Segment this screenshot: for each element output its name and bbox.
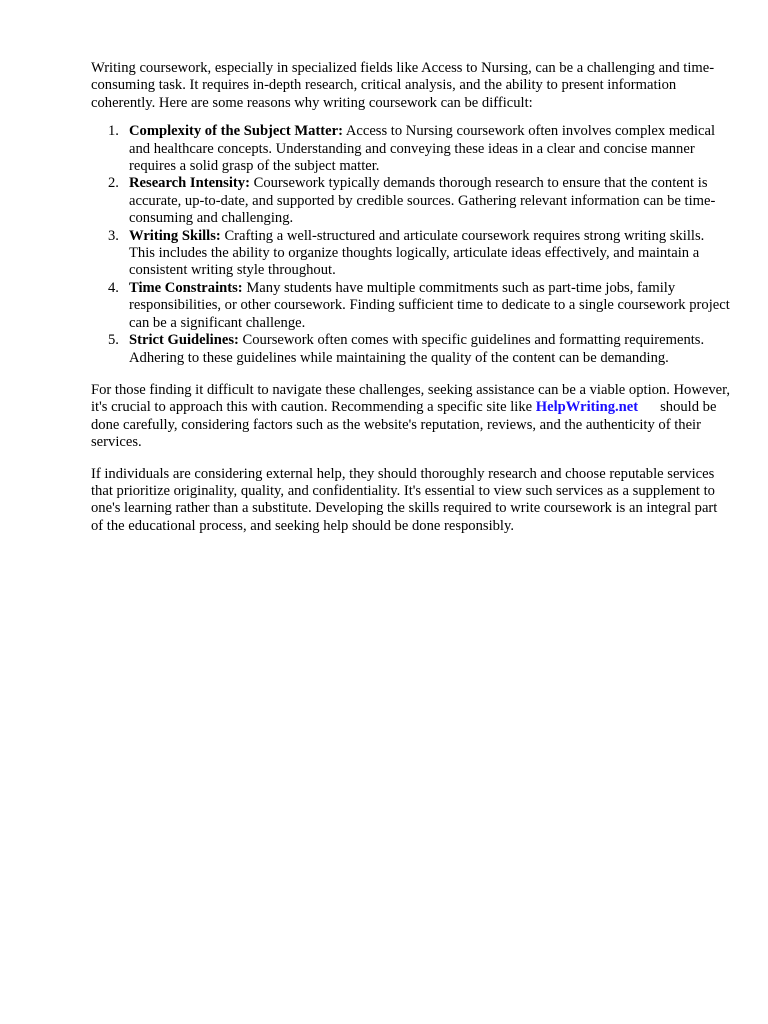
list-text: Access to Nursing coursework often involves complex medical and healthcare concepts. Understanding and conveying these ideas in a clear and concise manner requires a solid grasp of the subject matter. xyxy=(129,123,716,175)
list-text: Coursework often comes with specific guidelines and formatting requirements. Adhering to these guidelines while maintaining the quality of the content can be demanding. xyxy=(129,332,705,366)
list-term: Strict Guidelines: xyxy=(129,332,239,349)
list-item-guidelines xyxy=(91,332,731,367)
assistance-text-after: should be done carefully, considering factors such as the website's reputation, reviews, and the authenticity of their services. xyxy=(91,399,717,451)
assistance-paragraph xyxy=(91,382,731,452)
list-term: Complexity of the Subject Matter: xyxy=(129,123,343,140)
list-term: Time Constraints: xyxy=(129,279,243,296)
intro-paragraph: Writing coursework, especially in specialized fields like Access to Nursing, can be a challenging and time-consuming task. It requires in-depth research, critical analysis, and the ability to present information coherently. Here are some reasons why writing coursework can be difficult: xyxy=(91,60,715,111)
list-text: Many students have multiple commitments such as part-time jobs, family responsibilities, or other coursework. Finding sufficient time to dedicate to a single coursework project can be a significant challenge. xyxy=(129,279,730,331)
assistance-text-before: For those finding it difficult to navigate these challenges, seeking assistance can be a viable option. However, it's crucial to approach this with caution. Recommending a specific site like xyxy=(91,381,731,416)
helpwriting-link[interactable]: HelpWriting.net xyxy=(535,399,639,416)
document-page xyxy=(91,60,731,535)
list-item-writing-skills xyxy=(91,228,731,280)
list-number: 2. xyxy=(108,175,119,192)
reasons-list xyxy=(91,123,731,367)
list-item-complexity xyxy=(91,123,731,175)
list-item-research xyxy=(91,175,731,227)
list-term: Research Intensity: xyxy=(129,175,250,192)
list-item-time-constraints xyxy=(91,280,731,332)
list-number: 1. xyxy=(108,123,119,140)
list-number: 5. xyxy=(108,332,119,349)
list-text: Crafting a well-structured and articulate coursework requires strong writing skills. This includes the ability to organize thoughts logically, articulate ideas effectively, and maintain a consistent writing style throughout. xyxy=(129,227,705,279)
closing-paragraph: If individuals are considering external help, they should thoroughly research and choose reputable services that prioritize originality, quality, and confidentiality. It's essential to view such services as a supplement to one's learning rather than a substitute. Developing the skills required to write coursework is an integral part of the educational process, and seeking help should be done responsibly. xyxy=(91,465,718,534)
list-number: 3. xyxy=(108,227,119,244)
list-term: Writing Skills: xyxy=(129,227,221,244)
list-number: 4. xyxy=(108,279,119,296)
list-text: Coursework typically demands thorough research to ensure that the content is accurate, up-to-date, and supported by credible sources. Gathering relevant information can be time-consuming and challenging. xyxy=(129,175,716,227)
